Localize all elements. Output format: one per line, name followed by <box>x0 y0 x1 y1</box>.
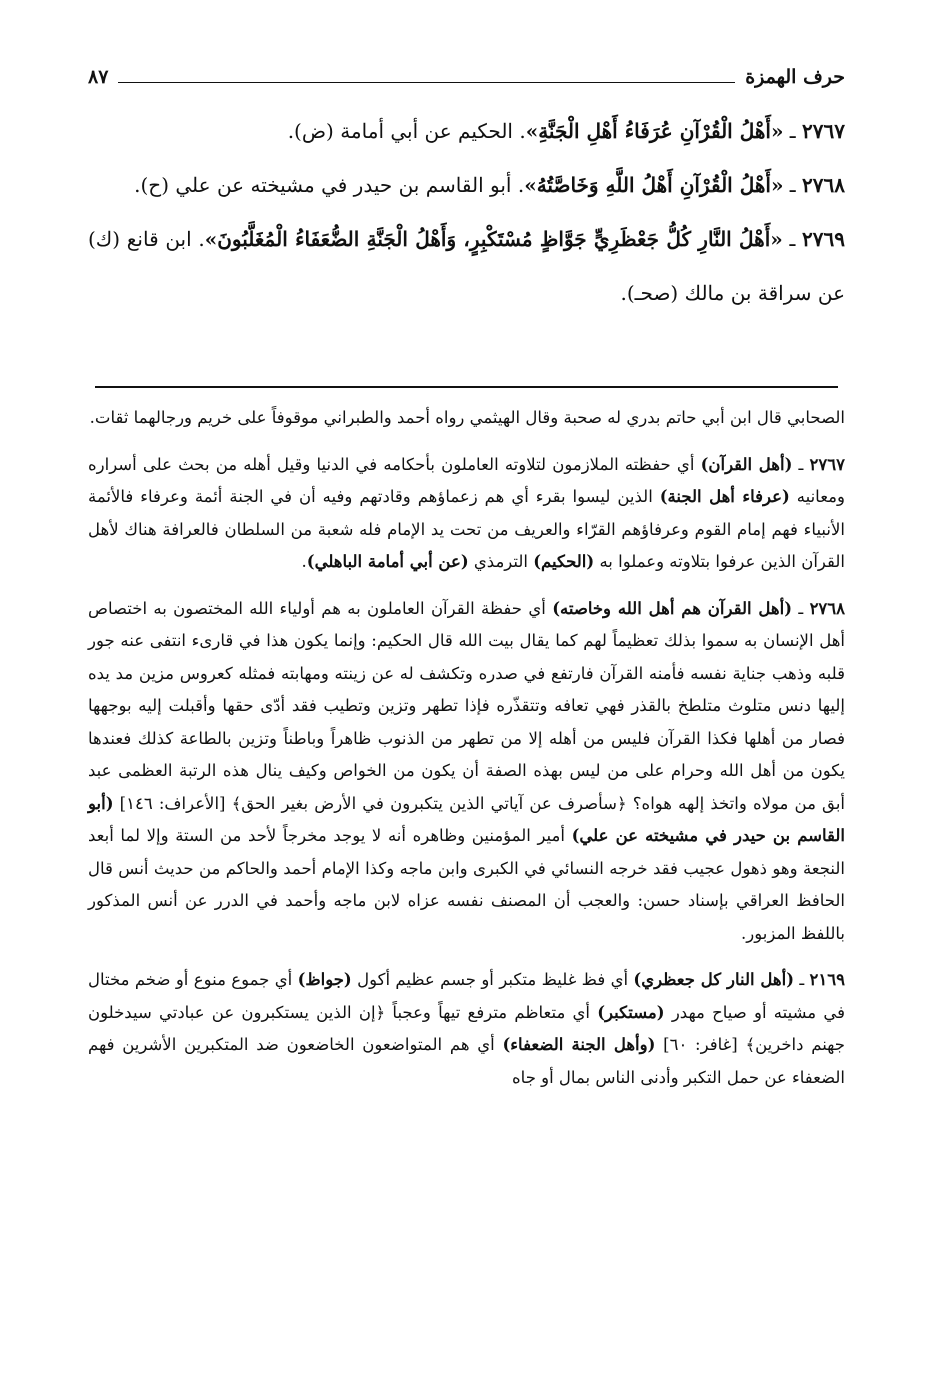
hadith-2768: ٢٧٦٨ ـ «أَهْلُ الْقُرْآنِ أَهْلُ اللَّهِ وَخَاصَّتُهُ». أبو القاسم بن حيدر في مشيخته عن علي (ح). <box>134 173 845 197</box>
explanation-text: أمير المؤمنين وظاهره أنه لا يوجد مخرجاً لأحد من الستة وإلا لما أبعد النجعة وهو ذهول عجيب فقد خرجه النسائي في الكبرى وابن ماجه وكذا الإمام أحمد والحاكم من حديث أنس قال الحافظ العراقي بإسناد حسن: والعجب أن المصنف نفسه عزاه لابن ماجه وأحمد في الدرر عن أنس المذكور باللفظ المزبور. <box>88 826 845 943</box>
hadith-2769: ٢٧٦٩ ـ «أَهْلُ النَّارِ كُلُّ جَعْظَرِيٍّ جَوَّاظٍ مُسْتَكْبِرٍ، وَأَهْلُ الْجَنَّةِ الضُّعَفَاءُ الْمُغَلَّبُونَ». ابن قانع (ك) عن سراقة بن مالك (صحـ). <box>88 227 845 305</box>
verse-reference: [الأعراف: ١٤٦] <box>113 793 232 813</box>
hadith-text: «أَهْلُ الْقُرْآنِ عُرَفَاءُ أَهْلِ الْجَنَّةِ» <box>525 119 784 143</box>
hadith-source: أبو القاسم بن حيدر في مشيخته عن علي (ح). <box>134 173 512 197</box>
hadith-number: ٢٧٦٧ <box>802 119 845 143</box>
commentary-number: ٢٧٦٧ <box>809 454 845 474</box>
explanation-text: أي حفظته الملازمون لتلاوته العاملون بأحكامه في الدنيا وقيل أهله من بحث على أسراره ومعانيه <box>88 454 845 506</box>
quoted-phrase: (مستكبر) <box>597 1002 665 1022</box>
page-header <box>88 62 845 92</box>
intro-text: الصحابي قال ابن أبي حاتم بدري له صحبة وقال الهيثمي رواه أحمد والطبراني موقوفاً على خريم ورجالهما ثقات. <box>89 408 845 427</box>
explanation-text: أي متعاظم مترفع تيهاً وعجباً <box>385 1002 598 1022</box>
hadith-list <box>88 104 845 320</box>
commentary-2769: ٢١٦٩ ـ (أهل النار كل جعظري) أي فظ غليظ متكبر أو جسم عظيم أكول (جواظ) أي جموع منوع أو ضخم مختال في مشيته أو صياح مهدر (مستكبر) أي متعاظم مترفع تيهاً وعجباً ﴿إن الذين يستكبرون عن عبادتي سيدخلون جهنم داخرين﴾ [غافر: ٦٠] (وأهل الجنة الضعفاء) أي هم المتواضعون الخاضعون ضد المتكبرين الأشرين فهم الضعفاء عن حمل التكبر وأدنى الناس بمال أو جاه <box>88 970 846 1087</box>
page-number: ٨٧ <box>88 66 109 88</box>
explanation-text: . <box>301 552 307 571</box>
explanation-text: أي جموع منوع أو ضخم مختال في مشيته أو صياح مهدر <box>88 970 846 1022</box>
verse-reference: [غافر: ٦٠] <box>655 1035 746 1054</box>
explanation-text: أي حفظة القرآن العاملون به هم أولياء الله المختصون به اختصاص أهل الإنسان به سموا بذلك تعظيماً لهم كما يقال بيت الله قال الحكيم: وإنما يكون هذا في قارىء انتفى عنه جور قلبه وذهب جناية نفسه فأمنه القرآن فارتفع في صدره وتكشف له عن زينته ومهابته فمثله كعروس مزين مد يده إليها دنس متلوث متلطخ بالقذر فهي تعافه وتتقذّره فإذا تطهر وتزين وتطيب فقد أدّى حقها وأقبلت إليه بوجهها فصار من أهلها فكذا القرآن فليس من أهله إلا من تطهر من الذنوب ظاهراً وباطناً وتزين بالطاعة كذلك فعندها يكون من أهل الله وحرام على من ليس بهذه الصفة أن يكون من الخواص وكيف ينال هذه الرتبة العظمى عبد أبق من مولاه واتخذ إلهه هواه؟ <box>88 598 845 813</box>
quran-verse: ﴿إن الذين يستكبرون عن عبادتي سيدخلون جهنم داخرين﴾ <box>88 1002 845 1054</box>
hadith-2767: ٢٧٦٧ ـ «أَهْلُ الْقُرْآنِ عُرَفَاءُ أَهْلِ الْجَنَّةِ». الحكيم عن أبي أمامة (ض). <box>287 119 845 143</box>
narrator-name: (الحكيم) <box>533 552 595 571</box>
quoted-phrase: (أهل القرآن) <box>700 454 793 474</box>
narrator-name: (أبو القاسم بن حيدر في مشيخته عن علي) <box>88 793 845 845</box>
narrator-name: (عن أبي أمامة الباهلي) <box>306 552 469 571</box>
quoted-phrase: (وأهل الجنة الضعفاء) <box>502 1035 656 1054</box>
hadith-text: «أَهْلُ النَّارِ كُلُّ جَعْظَرِيٍّ جَوَّاظٍ مُسْتَكْبِرٍ، وَأَهْلُ الْجَنَّةِ الضُّعَفَاءُ الْمُغَلَّبُونَ» <box>204 227 783 251</box>
commentary-intro <box>88 402 845 435</box>
commentary-2767: ٢٧٦٧ ـ (أهل القرآن) أي حفظته الملازمون لتلاوته العاملون بأحكامه في الدنيا وقيل أهله من بحث على أسراره ومعانيه (عرفاء أهل الجنة) الذين ليسوا بقرء أي هم زعماؤهم وقادتهم وفيه أن في الجنة أئمة وعرفاء فالأئمة الأنبياء فهم إمام القوم وعرفاؤهم القرّاء والعريف من تحت يد الإمام فله شعبة من السلطان فالعرافة هناك لأهل القرآن الذين عرفوا بتلاوته وعملوا به (الحكيم) الترمذي (عن أبي أمامة الباهلي). <box>88 454 845 571</box>
quoted-phrase: (جواظ) <box>297 970 352 989</box>
footnote-divider <box>95 386 838 388</box>
commentary-section <box>88 402 845 1108</box>
quoted-phrase: (أهل النار كل جعظري) <box>633 970 795 989</box>
commentary-number: ٢٧٦٨ <box>809 598 846 618</box>
explanation-text: أي فظ غليظ متكبر أو جسم عظيم أكول <box>351 970 634 989</box>
chapter-title: حرف الهمزة <box>745 66 845 88</box>
hadith-number: ٢٧٦٨ <box>802 173 845 197</box>
hadith-number: ٢٧٦٩ <box>802 227 845 251</box>
explanation-text: أي هم المتواضعون الخاضعون ضد المتكبرين الأشرين فهم الضعفاء عن حمل التكبر وأدنى الناس بمال أو جاه <box>88 1035 845 1087</box>
quran-verse: ﴿سأصرف عن آياتي الذين يتكبرون في الأرض بغير الحق﴾ <box>231 793 627 813</box>
header-rule <box>118 82 735 83</box>
explanation-text: الذين ليسوا بقرء أي هم زعماؤهم وقادتهم وفيه أن في الجنة أئمة وعرفاء فالأئمة الأنبياء فهم إمام القوم وعرفاؤهم القرّاء والعريف من تحت يد الإمام فله شعبة من السلطان فالعرافة هناك لأهل القرآن الذين عرفوا بتلاوته وعملوا به <box>88 487 845 571</box>
quoted-phrase: (عرفاء أهل الجنة) <box>659 487 790 506</box>
quoted-phrase: (أهل القرآن هم أهل الله وخاصته) <box>552 598 793 618</box>
hadith-source: ابن قانع (ك) عن سراقة بن مالك (صحـ). <box>88 227 845 305</box>
commentary-2768: ٢٧٦٨ ـ (أهل القرآن هم أهل الله وخاصته) أي حفظة القرآن العاملون به هم أولياء الله المختصون به اختصاص أهل الإنسان به سموا بذلك تعظيماً لهم كما يقال بيت الله قال الحكيم: وإنما يكون هذا في قارىء انتفى عنه جور قلبه وذهب جناية نفسه فأمنه القرآن فارتفع في صدره وتكشف له عن زينته ومهابته فمثله كعروس مزين مد يده إليها دنس متلوث متلطخ بالقذر فهي تعافه وتتقذّره فإذا تطهر وتزين وتطيب فقد أدّى حقها وأقبلت إليه بوجهها فصار من أهلها فكذا القرآن فليس من أهله إلا من تطهر من الذنوب ظاهراً وباطناً وتزين بالطاعة كذلك فعندها يكون من أهل الله وحرام على من ليس بهذه الصفة أن يكون من الخواص وكيف ينال هذه الرتبة العظمى عبد أبق من مولاه واتخذ إلهه هواه؟ ﴿سأصرف عن آياتي الذين يتكبرون في الأرض بغير الحق﴾ [الأعراف: ١٤٦] (أبو القاسم بن حيدر في مشيخته عن علي) أمير المؤمنين وظاهره أنه لا يوجد مخرجاً لأحد من الستة وإلا لما أبعد النجعة وهو ذهول عجيب فقد خرجه النسائي في الكبرى وابن ماجه وكذا الإمام أحمد والحاكم من حديث أنس قال الحافظ العراقي بإسناد حسن: والعجب أن المصنف نفسه عزاه لابن ماجه وأحمد في الدرر عن أنس المذكور باللفظ المزبور. <box>88 598 846 943</box>
hadith-source: الحكيم عن أبي أمامة (ض). <box>287 119 513 143</box>
commentary-number: ٢١٦٩ <box>809 970 845 989</box>
hadith-text: «أَهْلُ الْقُرْآنِ أَهْلُ اللَّهِ وَخَاصَّتُهُ» <box>524 173 784 197</box>
explanation-text: الترمذي <box>468 552 534 571</box>
